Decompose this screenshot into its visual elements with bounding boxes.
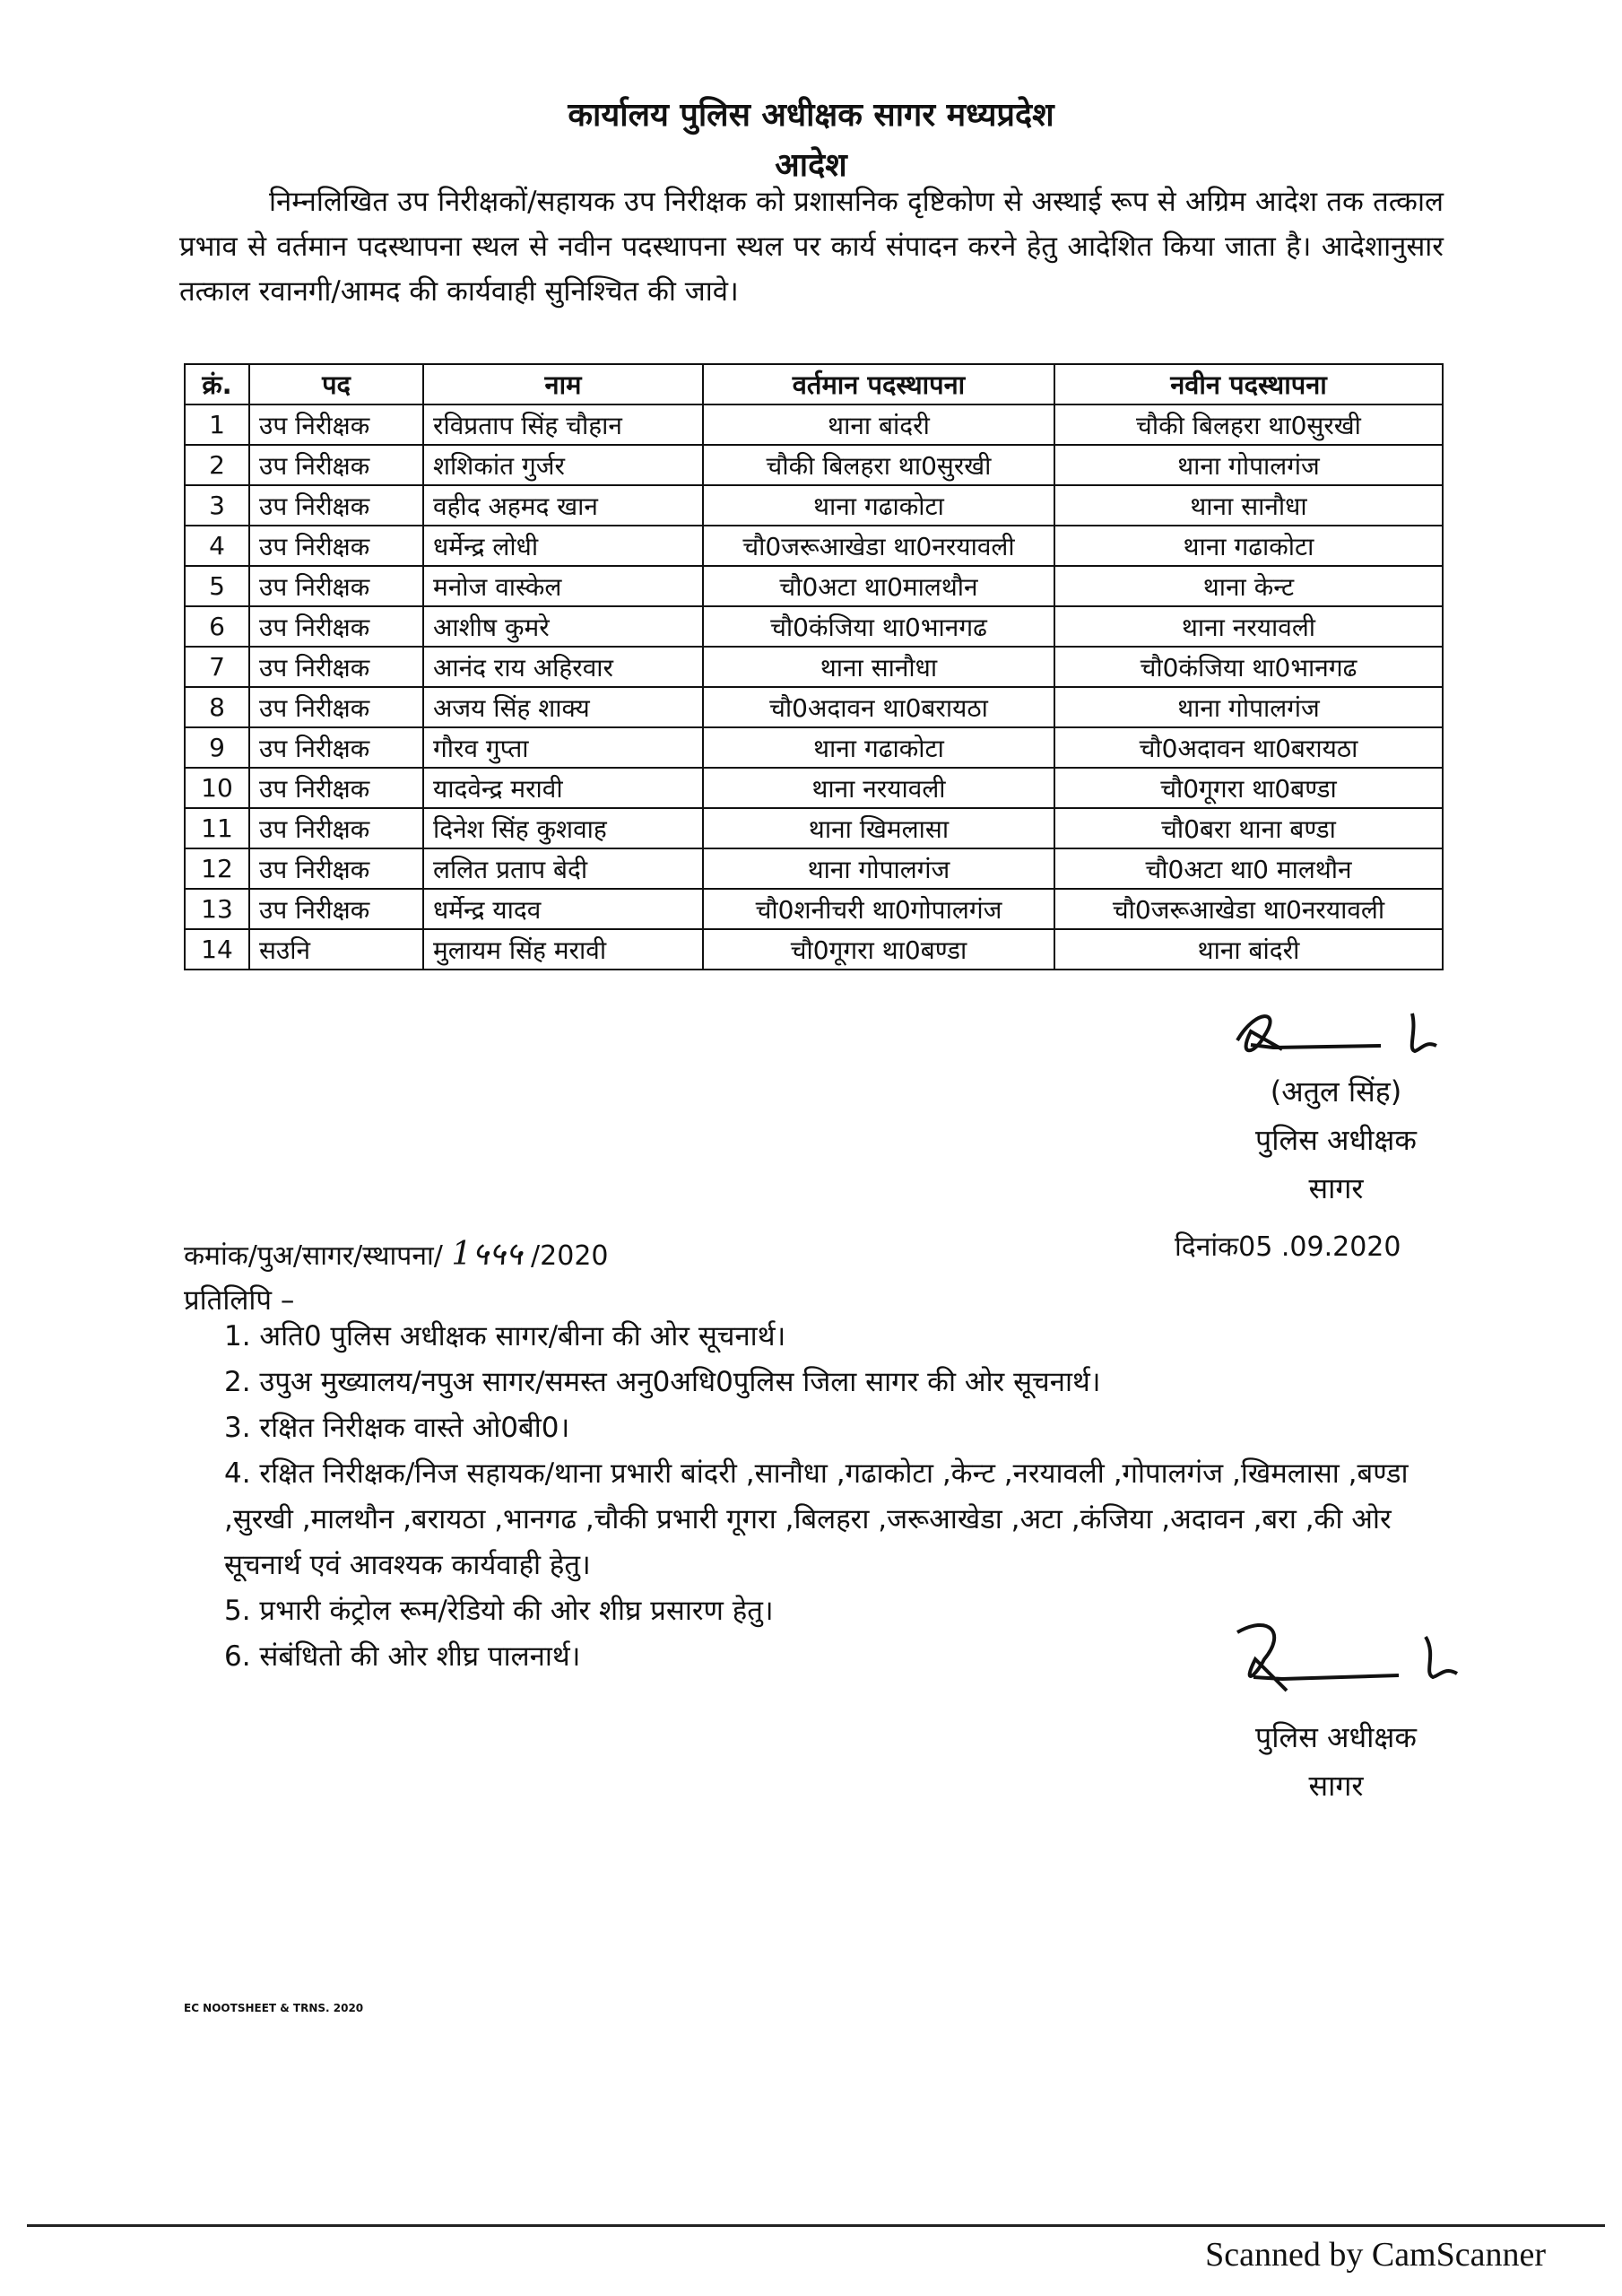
cell-name: धर्मेन्द्र लोधी — [423, 526, 703, 566]
table-row — [185, 929, 1443, 970]
cell-post: उप निरीक्षक — [249, 566, 423, 606]
cell-sno: 4 — [185, 526, 249, 566]
cell-new-posting: थाना गोपालगंज — [1054, 445, 1443, 485]
table-row — [185, 485, 1443, 526]
cell-post: उप निरीक्षक — [249, 647, 423, 687]
second-signature-mark — [1201, 1614, 1470, 1713]
cell-name: आनंद राय अहिरवार — [423, 647, 703, 687]
cell-name: अजय सिंह शाक्य — [423, 687, 703, 727]
cell-sno: 2 — [185, 445, 249, 485]
order-heading: आदेश — [775, 147, 847, 184]
copy-item: 6. संबंधितो की ओर शीघ्र पालनार्थ। — [224, 1640, 581, 1673]
signature-mark — [1201, 1004, 1470, 1067]
cell-post: उप निरीक्षक — [249, 445, 423, 485]
header-new-posting: नवीन पदस्थापना — [1054, 364, 1443, 404]
cell-sno: 9 — [185, 727, 249, 768]
cell-current-posting: थाना गढाकोटा — [703, 727, 1054, 768]
header-current-posting: वर्तमान पदस्थापना — [703, 364, 1054, 404]
cell-sno: 12 — [185, 848, 249, 889]
cell-sno: 14 — [185, 929, 249, 970]
cell-new-posting: थाना गोपालगंज — [1054, 687, 1443, 727]
cell-new-posting: चौ0कंजिया था0भानगढ — [1054, 647, 1443, 687]
cell-current-posting: चौ0अदावन था0बरायठा — [703, 687, 1054, 727]
table-row — [185, 445, 1443, 485]
cell-post: उप निरीक्षक — [249, 485, 423, 526]
cell-sno: 11 — [185, 808, 249, 848]
cell-current-posting: चौ0गूगरा था0बण्डा — [703, 929, 1054, 970]
cell-new-posting: थाना सानौधा — [1054, 485, 1443, 526]
cell-current-posting: थाना सानौधा — [703, 647, 1054, 687]
table-row — [185, 404, 1443, 445]
table-row — [185, 768, 1443, 808]
cell-post: उप निरीक्षक — [249, 606, 423, 647]
copy-heading: प्रतिलिपि – — [184, 1284, 295, 1317]
cell-new-posting: थाना बांदरी — [1054, 929, 1443, 970]
cell-sno: 1 — [185, 404, 249, 445]
cell-current-posting: थाना नरयावली — [703, 768, 1054, 808]
copy-item: 4. रक्षित निरीक्षक/निज सहायक/थाना प्रभारी बांदरी ,सानौधा ,गढाकोटा ,केन्ट ,नरयावली ,गोपालगंज ,खिमलासा ,बण्डा ,सुरखी ,मालथौन ,बरायठा ,भानगढ ,चौकी प्रभारी गूगरा ,बिलहरा ,जरूआखेडा ,अटा ,कंजिया ,अदावन ,बरा ,की ओर सूचनार्थ एवं आवश्यक कार्यवाही हेतु। — [224, 1457, 1409, 1581]
office-title: कार्यालय पुलिस अधीक्षक सागर मध्यप्रदेश — [568, 97, 1054, 134]
page-edge-line — [27, 2224, 1605, 2227]
cell-name: धर्मेन्द्र यादव — [423, 889, 703, 929]
table-row — [185, 727, 1443, 768]
table-row — [185, 606, 1443, 647]
cell-post: उप निरीक्षक — [249, 526, 423, 566]
cell-current-posting: चौ0शनीचरी था0गोपालगंज — [703, 889, 1054, 929]
cell-new-posting: चौकी बिलहरा था0सुरखी — [1054, 404, 1443, 445]
second-signature-block — [1175, 1614, 1497, 1810]
cell-sno: 8 — [185, 687, 249, 727]
cell-name: ललित प्रताप बेदी — [423, 848, 703, 889]
cell-post: उप निरीक्षक — [249, 808, 423, 848]
cell-current-posting: चौ0जरूआखेडा था0नरयावली — [703, 526, 1054, 566]
cell-post: उप निरीक्षक — [249, 727, 423, 768]
table-row — [185, 647, 1443, 687]
cell-name: मुलायम सिंह मरावी — [423, 929, 703, 970]
reference-prefix: कमांक/पुअ/सागर/स्थापना/ — [184, 1240, 443, 1272]
cell-current-posting: थाना बांदरी — [703, 404, 1054, 445]
cell-post: उप निरीक्षक — [249, 889, 423, 929]
cell-name: गौरव गुप्ता — [423, 727, 703, 768]
cell-post: उप निरीक्षक — [249, 404, 423, 445]
copy-item: 3. रक्षित निरीक्षक वास्ते ओ0बी0। — [224, 1412, 570, 1444]
table-body — [185, 404, 1443, 970]
cell-current-posting: थाना खिमलासा — [703, 808, 1054, 848]
cell-sno: 7 — [185, 647, 249, 687]
scanner-watermark: Scanned by CamScanner — [1205, 2236, 1546, 2274]
cell-name: रविप्रताप सिंह चौहान — [423, 404, 703, 445]
cell-name: मनोज वास्केल — [423, 566, 703, 606]
table-row — [185, 848, 1443, 889]
cell-name: यादवेन्द्र मरावी — [423, 768, 703, 808]
cell-new-posting: चौ0अटा था0 मालथौन — [1054, 848, 1443, 889]
transfer-table — [184, 363, 1444, 970]
copy-item: 2. उपुअ मुख्यालय/नपुअ सागर/समस्त अनु0अधि0पुलिस जिला सागर की ओर सूचनार्थ। — [224, 1366, 1101, 1398]
table-row — [185, 526, 1443, 566]
cell-name: वहीद अहमद खान — [423, 485, 703, 526]
cell-name: आशीष कुमरे — [423, 606, 703, 647]
header-sno: क्रं. — [185, 364, 249, 404]
table-row — [185, 889, 1443, 929]
cell-name: शशिकांत गुर्जर — [423, 445, 703, 485]
reference-number — [184, 1231, 609, 1274]
cell-new-posting: थाना नरयावली — [1054, 606, 1443, 647]
cell-name: दिनेश सिंह कुशवाह — [423, 808, 703, 848]
cell-post: उप निरीक्षक — [249, 768, 423, 808]
table-row — [185, 566, 1443, 606]
cell-post: सउनि — [249, 929, 423, 970]
cell-sno: 6 — [185, 606, 249, 647]
cell-new-posting: चौ0जरूआखेडा था0नरयावली — [1054, 889, 1443, 929]
cell-post: उप निरीक्षक — [249, 687, 423, 727]
header-post: पद — [249, 364, 423, 404]
copy-item: 5. प्रभारी कंट्रोल रूम/रेडियो की ओर शीघ्र प्रसारण हेतु। — [224, 1595, 774, 1627]
signatory-name: (अतुल सिंह) — [1270, 1074, 1402, 1109]
second-signatory-place: सागर — [1308, 1769, 1364, 1803]
cell-sno: 3 — [185, 485, 249, 526]
cell-current-posting: चौ0अटा था0मालथौन — [703, 566, 1054, 606]
cell-new-posting: चौ0बरा थाना बण्डा — [1054, 808, 1443, 848]
order-date: दिनांक05 .09.2020 — [1175, 1231, 1401, 1263]
table-header-row — [185, 364, 1443, 404]
cell-current-posting: चौकी बिलहरा था0सुरखी — [703, 445, 1054, 485]
intro-text: निम्नलिखित उप निरीक्षकों/सहायक उप निरीक्षक को प्रशासनिक दृष्टिकोण से अस्थाई रूप से अग्रिम आदेश तक तत्काल प्रभाव से वर्तमान पदस्थापना स्थल से नवीन पदस्थापना स्थल पर कार्य संपादन करने हेतु आदेशित किया जाता है। आदेशानुसार तत्काल रवानगी/आमद की कार्यवाही सुनिश्चित की जावे। — [179, 186, 1444, 308]
signature-block — [1166, 1004, 1506, 1213]
cell-new-posting: चौ0गूगरा था0बण्डा — [1054, 768, 1443, 808]
cell-current-posting: थाना गोपालगंज — [703, 848, 1054, 889]
cell-post: उप निरीक्षक — [249, 848, 423, 889]
cell-sno: 5 — [185, 566, 249, 606]
header-name: नाम — [423, 364, 703, 404]
cell-current-posting: थाना गढाकोटा — [703, 485, 1054, 526]
table-row — [185, 808, 1443, 848]
intro-paragraph — [179, 179, 1444, 314]
second-signatory-designation: पुलिस अधीक्षक — [1255, 1720, 1417, 1754]
signatory-place: सागर — [1308, 1171, 1364, 1205]
cell-new-posting: थाना केन्ट — [1054, 566, 1443, 606]
signatory-designation: पुलिस अधीक्षक — [1255, 1123, 1417, 1157]
cell-sno: 13 — [185, 889, 249, 929]
reference-year: /2020 — [531, 1240, 609, 1272]
cell-sno: 10 — [185, 768, 249, 808]
footer-mark: EC NOOTSHEET & TRNS. 2020 — [184, 2002, 364, 2014]
copy-item: 1. अति0 पुलिस अधीक्षक सागर/बीना की ओर सूचनार्थ। — [224, 1320, 786, 1352]
cell-new-posting: थाना गढाकोटा — [1054, 526, 1443, 566]
table-row — [185, 687, 1443, 727]
cell-new-posting: चौ0अदावन था0बरायठा — [1054, 727, 1443, 768]
cell-current-posting: चौ0कंजिया था0भानगढ — [703, 606, 1054, 647]
reference-handwritten-number: 1५५५ — [451, 1236, 523, 1273]
